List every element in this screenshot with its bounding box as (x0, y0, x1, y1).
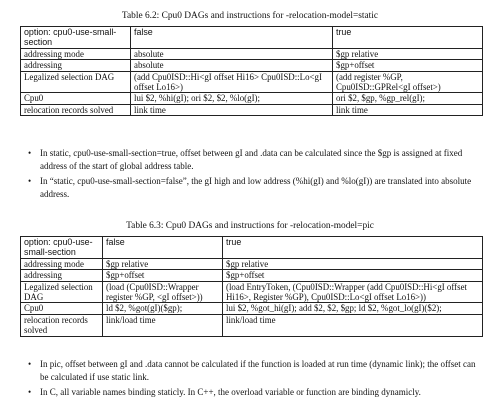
table2-cell: link/load time (103, 314, 223, 336)
table2-cell: addressing (21, 270, 103, 281)
table2-header-row (21, 237, 483, 259)
table1-cell: Legalized selection DAG (21, 71, 131, 93)
table2-cell: relocation records solved (21, 314, 103, 336)
list-item (0, 358, 480, 383)
table2-pic (20, 236, 483, 337)
table1-header-true: true (333, 27, 483, 49)
list-item (0, 147, 480, 172)
table2-header-true: true (223, 237, 483, 259)
table1-cell: relocation records solved (21, 104, 131, 115)
table1-cell: link time (131, 104, 333, 115)
table1-notes (0, 147, 480, 200)
table-row (21, 93, 483, 104)
table1-cell: Cpu0 (21, 93, 131, 104)
table-row (21, 314, 483, 336)
table-row (21, 270, 483, 281)
table1-header-false: false (131, 27, 333, 49)
table2-cell: Legalized selection DAG (21, 281, 103, 303)
table1-cell: absolute (131, 48, 333, 59)
table1-cell: addressing (21, 60, 131, 71)
table2-header-false: false (103, 237, 223, 259)
table-row (21, 60, 483, 71)
table-row (21, 48, 483, 59)
table1-header-row (21, 27, 483, 49)
table1-cell: link time (333, 104, 483, 115)
table2-cell: $gp relative (103, 258, 223, 269)
table2-cell: lui $2, %got_hi(gI); add $2, $2, $gp; ld $2, %got_lo(gI)($2); (223, 303, 483, 314)
note-text: In “static, cpu0-use-small-section=false”, the gI high and low address (%hi(gI) and %lo(gI)) are translated into absolute address. (40, 176, 472, 199)
table2-cell: (load EntryToken, (Cpu0ISD::Wrapper (add Cpu0ISD::Hi<gI offset Hi16>, Register %GP), Cpu0ISD::Lo<gI offset Lo16>)) (223, 281, 483, 303)
list-item (0, 175, 480, 200)
table2-cell: Cpu0 (21, 303, 103, 314)
table1-cell: $gp+offset (333, 60, 483, 71)
table-row (21, 71, 483, 93)
table2-cell: $gp relative (223, 258, 483, 269)
table-row (21, 281, 483, 303)
table2-cell: addressing mode (21, 258, 103, 269)
table2-caption: Table 6.3: Cpu0 DAGs and instructions for -relocation-model=pic (126, 221, 374, 231)
table-row (21, 258, 483, 269)
table1-cell: $gp relative (333, 48, 483, 59)
note-text: In pic, offset between gI and .data cannot be calculated if the function is loaded at run time (dynamic link); the offset can be calculated if use static link. (40, 359, 476, 382)
table1-cell: ori $2, $gp, %gp_rel(gI); (333, 93, 483, 104)
bullet-icon: • (28, 387, 32, 398)
table2-cell: $gp+offset (103, 270, 223, 281)
note-text: In C, all variable names binding staticly. In C++, the overload variable or function are binding dynamicly. (40, 387, 421, 398)
table2-cell: ld $2, %got(gI)($gp); (103, 303, 223, 314)
bullet-icon: • (28, 148, 32, 158)
bullet-icon: • (28, 176, 32, 187)
table-row (21, 303, 483, 314)
list-item (0, 386, 480, 399)
table1-cell: addressing mode (21, 48, 131, 59)
table2-cell: link/load time (223, 314, 483, 336)
table1-static (20, 26, 483, 116)
table1-cell: lui $2, %hi(gI); ori $2, $2, %lo(gI); (131, 93, 333, 104)
table1-caption: Table 6.2: Cpu0 DAGs and instructions for -relocation-model=static (121, 11, 379, 21)
note-text: In static, cpu0-use-small-section=true, offset between gI and .data can be calculated since the $gp is assigned at fixed address of the start of global address table. (40, 148, 463, 171)
table-row (21, 104, 483, 115)
table2-cell: $gp+offset (223, 270, 483, 281)
table2-notes (0, 358, 480, 399)
table1-cell: (add register %GP, Cpu0ISD::GPRel<gI offset>) (333, 71, 483, 93)
table1-cell: absolute (131, 60, 333, 71)
table2-header-option: option: cpu0-use-small-section (21, 237, 103, 259)
bullet-icon: • (28, 359, 32, 369)
table2-cell: (load (Cpu0ISD::Wrapper register %GP, <gI offset>)) (103, 281, 223, 303)
table1-header-option: option: cpu0-use-small-section (21, 27, 131, 49)
table1-cell: (add Cpu0ISD::Hi<gI offset Hi16> Cpu0ISD::Lo<gI offset Lo16>) (131, 71, 333, 93)
